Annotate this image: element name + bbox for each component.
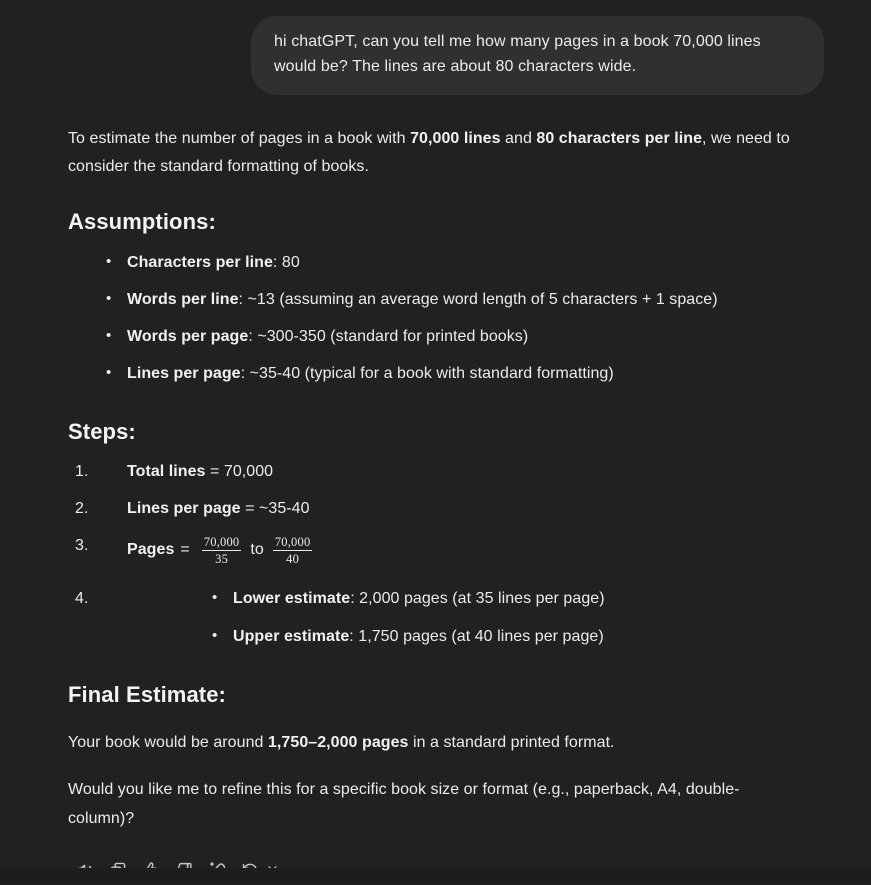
intro-text-1: To estimate the number of pages in a book with bbox=[68, 129, 411, 147]
user-message-row bbox=[0, 0, 871, 95]
step-value: = 70,000 bbox=[205, 462, 274, 480]
estimate-value: : 1,750 pages (at 40 lines per page) bbox=[349, 627, 604, 645]
step-value: = ~35-40 bbox=[240, 499, 310, 517]
fraction-numerator: 70,000 bbox=[274, 534, 311, 549]
intro-text-2: and bbox=[500, 129, 537, 147]
fraction-lower bbox=[202, 535, 242, 567]
list-item bbox=[127, 625, 799, 649]
intro-bold-chars: 80 characters per line bbox=[536, 129, 703, 147]
final-summary-paragraph bbox=[68, 729, 799, 758]
intro-paragraph bbox=[68, 125, 799, 182]
list-item bbox=[127, 587, 799, 611]
assumption-value: : ~13 (assuming an average word length of 5 characters + 1 space) bbox=[238, 290, 718, 308]
list-item bbox=[68, 460, 799, 484]
steps-list bbox=[68, 460, 799, 649]
final-bold-pages: 1,750–2,000 pages bbox=[267, 733, 409, 751]
user-message-bubble[interactable]: hi chatGPT, can you tell me how many pages in a book 70,000 lines would be? The lines are about 80 characters wide. bbox=[251, 16, 824, 95]
estimates-container bbox=[68, 587, 799, 649]
step-label: Total lines bbox=[127, 462, 206, 480]
intro-text-3: , we need to consider the standard formatting of books. bbox=[68, 129, 790, 176]
step-label: Pages bbox=[127, 540, 175, 558]
fraction-denominator: 35 bbox=[215, 551, 229, 566]
final-text-1: Your book would be around bbox=[68, 733, 268, 751]
intro-bold-lines: 70,000 lines bbox=[410, 129, 501, 147]
assumption-label: Lines per page bbox=[127, 364, 241, 382]
fraction-upper bbox=[273, 535, 313, 567]
estimate-value: : 2,000 pages (at 35 lines per page) bbox=[350, 589, 605, 607]
fraction-denominator: 40 bbox=[286, 551, 300, 566]
estimates-list bbox=[127, 587, 799, 649]
assumptions-heading: Assumptions: bbox=[68, 208, 216, 234]
bottom-strip bbox=[0, 868, 871, 882]
equals-sign: = bbox=[180, 540, 190, 558]
list-item bbox=[68, 534, 799, 566]
assumptions-list bbox=[68, 251, 799, 386]
estimate-label: Upper estimate bbox=[233, 627, 350, 645]
list-item bbox=[68, 251, 799, 275]
assumption-value: : ~300-350 (standard for printed books) bbox=[248, 327, 529, 345]
assistant-message bbox=[0, 125, 871, 834]
estimate-label: Lower estimate bbox=[233, 589, 351, 607]
fraction-numerator: 70,000 bbox=[203, 534, 240, 549]
final-text-2: in a standard printed format. bbox=[408, 733, 615, 751]
followup-paragraph: Would you like me to refine this for a specific book size or format (e.g., paperback, A4, double-column)? bbox=[68, 781, 740, 827]
list-item bbox=[68, 362, 799, 386]
list-item bbox=[68, 497, 799, 521]
assumption-label: Words per line bbox=[127, 290, 239, 308]
step-label: Lines per page bbox=[127, 499, 241, 517]
assumption-label: Characters per line bbox=[127, 253, 273, 271]
list-item bbox=[68, 325, 799, 349]
assumption-value: : ~35-40 (typical for a book with standard formatting) bbox=[240, 364, 614, 382]
fraction-connector: to bbox=[250, 540, 264, 558]
final-estimate-heading: Final Estimate: bbox=[68, 681, 226, 707]
list-item bbox=[68, 288, 799, 312]
pages-equation bbox=[127, 534, 799, 566]
steps-heading: Steps: bbox=[68, 418, 136, 444]
assumption-label: Words per page bbox=[127, 327, 249, 345]
assumption-value: : 80 bbox=[272, 253, 300, 271]
